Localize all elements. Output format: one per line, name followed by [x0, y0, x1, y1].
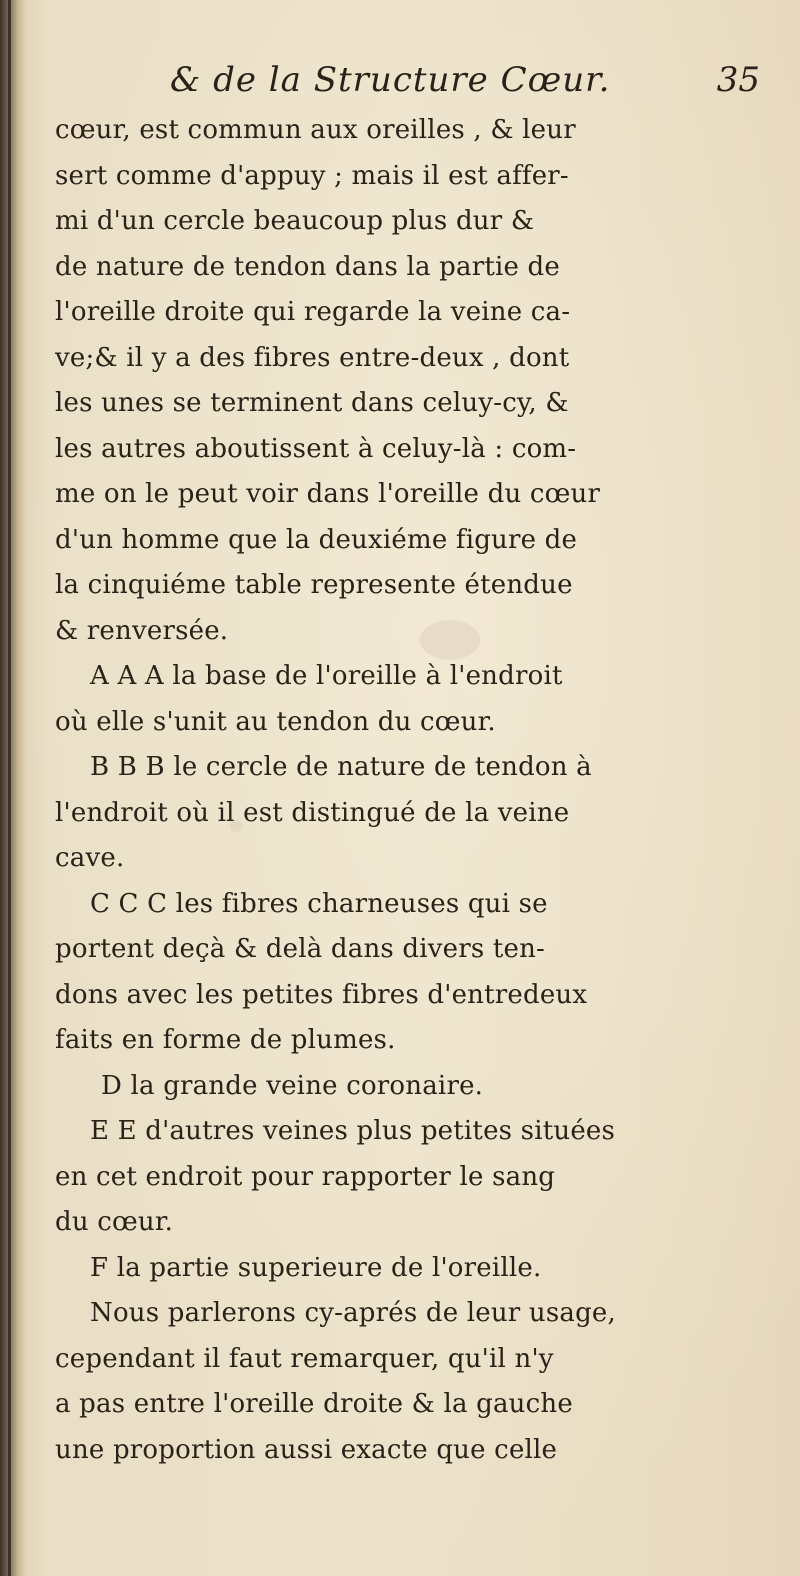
legend-line: D la grande veine coronaire.	[101, 1070, 484, 1101]
text-line: l'endroit où il est distingué de la veine	[55, 797, 570, 828]
page-number: 35	[716, 60, 760, 100]
text-line: de nature de tendon dans la partie de	[55, 251, 560, 282]
legend-line: B B B le cercle de nature de tendon à	[90, 752, 592, 782]
binding-edge	[8, 0, 11, 1576]
book-gutter-shadow	[0, 0, 26, 1576]
page-header	[150, 60, 760, 104]
text-line: les autres aboutissent à celuy-là : com-	[55, 433, 577, 464]
text-line: & renversée.	[55, 615, 229, 646]
text-line: l'oreille droite qui regarde la veine ca-	[55, 297, 571, 327]
text-line: mi d'un cercle beaucoup plus dur &	[55, 206, 535, 236]
body-text	[55, 108, 800, 1473]
text-line: où elle s'unit au tendon du cœur.	[55, 706, 496, 737]
text-line: la cinquiéme table represente étendue	[55, 570, 573, 600]
text-line: me on le peut voir dans l'oreille du cœur	[55, 479, 601, 509]
text-line: d'un homme que la deuxiéme figure de	[55, 524, 578, 555]
text-line: cœur, est commun aux oreilles , & leur	[55, 115, 576, 145]
legend-line: E E d'autres veines plus petites situées	[90, 1116, 616, 1146]
text-line: les unes se terminent dans celuy-cy, &	[55, 388, 569, 418]
text-line: faits en forme de plumes.	[55, 1025, 396, 1055]
text-line: en cet endroit pour rapporter le sang	[55, 1161, 556, 1192]
text-line: dons avec les petites fibres d'entredeux	[55, 979, 588, 1010]
text-line: du cœur.	[55, 1207, 174, 1237]
text-line: sert comme d'appuy ; mais il est affer-	[55, 160, 569, 191]
legend-line: A A A la base de l'oreille à l'endroit	[90, 661, 563, 691]
text-line: une proportion aussi exacte que celle	[55, 1434, 558, 1465]
paragraph-start-line: Nous parlerons cy-aprés de leur usage,	[90, 1298, 616, 1328]
legend-line: F la partie superieure de l'oreille.	[90, 1252, 542, 1283]
text-line: cependant il faut remarquer, qu'il n'y	[55, 1343, 554, 1374]
legend-line: C C C les fibres charneuses qui se	[90, 888, 548, 919]
text-line: ve;& il y a des fibres entre-deux , dont	[55, 342, 570, 373]
text-line: portent deçà & delà dans divers ten-	[55, 934, 546, 964]
text-line: a pas entre l'oreille droite & la gauche	[55, 1389, 573, 1419]
running-title: & de la Structure Cœur.	[170, 60, 611, 100]
text-line: cave.	[55, 843, 125, 873]
